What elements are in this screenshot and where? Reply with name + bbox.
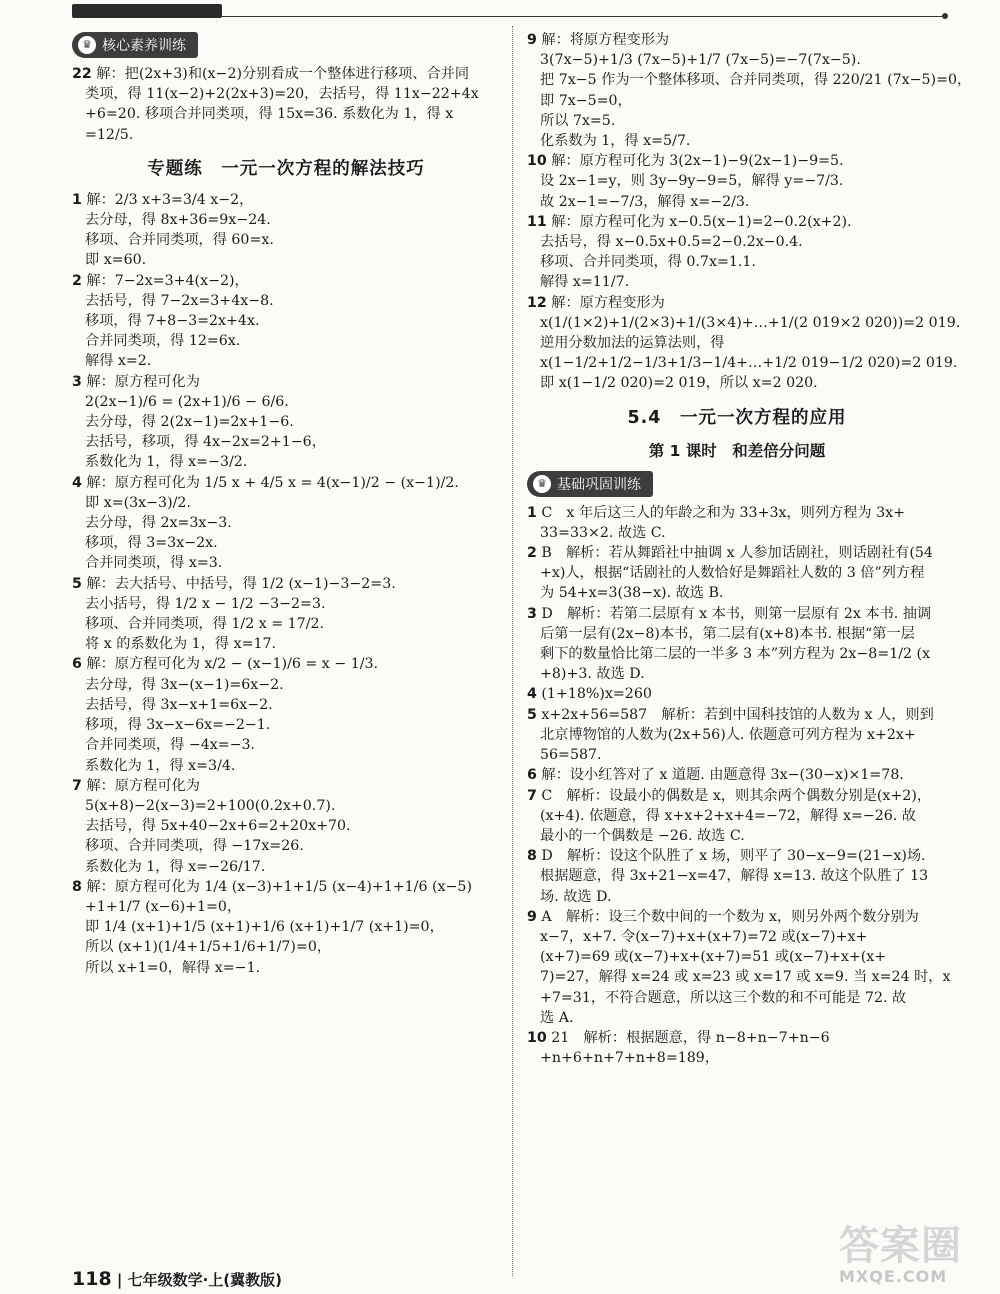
solution-line [72,756,500,776]
problem-number: 4 [72,474,82,491]
solution-text: 系数化为 1，得 x=−26/17. [85,858,266,875]
solution-text: D 解析：设这个队胜了 x 场，则平了 30−x−9=(21−x)场. [536,848,926,865]
solution-text: 逆用分数加法的运算法则，得 [540,335,725,352]
solution-text: 解：原方程可化为 3(2x−1)−9(2x−1)−9=5. [546,153,844,170]
solution-text: 去分母，得 2(2x−1)=2x+1−6. [85,414,294,431]
solution-line [527,353,958,373]
solution-line [527,604,947,624]
solution-line [527,373,947,393]
solution-line [527,664,947,684]
problem-number: 3 [527,605,537,622]
solution-text: 移项、合并同类项，得 −17x=26. [85,838,304,855]
solution-line [527,806,947,826]
watermark [839,1225,962,1286]
crown-icon: ♛ [78,36,96,54]
solution-line [72,351,500,371]
solution-text: 合并同类项，得 x=3. [85,555,223,572]
solution-text: 最小的一个偶数是 −26. 故选 C. [540,827,745,844]
solution-line [72,190,500,210]
solution-text: 解：原方程可化为 [81,373,200,390]
section-badge [527,471,653,497]
solution-line [72,412,500,432]
solution-text: 去小括号，得 1/2 x − 1/2 −3−2=3. [85,595,326,612]
problem-number: 7 [72,777,82,794]
solution-text: 移项、合并同类项，得 0.7x=1.1. [540,254,756,271]
section-badge-label: 核心素养训练 [102,38,186,54]
solution-text: 根据题意，得 3x+21−x=47，解得 x=13. 故这个队胜了 13 [540,868,929,885]
solution-line [72,125,500,145]
solution-line [527,272,947,292]
solution-line [72,675,500,695]
solution-text: 解：原方程可化为 1/5 x + 4/5 x = 4(x−1)/2 − (x−1)/2. [81,474,459,491]
problem-number: 5 [527,706,537,723]
solution-text: (x+7)=69 或(x−7)+x+(x+7)=51 或(x−7)+x+(x+ [540,949,887,966]
solution-line [72,513,500,533]
solution-text: 解：将原方程变形为 [536,32,670,48]
solution-text: 化系数为 1，得 x=5/7. [540,133,691,150]
solution-text: C x 年后这三人的年龄之和为 33+3x，则列方程为 3x+ [536,504,906,521]
solution-line [527,192,947,212]
solution-line [72,937,500,957]
solution-line [527,583,947,603]
solution-text: 移项，得 7+8−3=2x+4x. [85,313,260,330]
solution-text: 故 2x−1=−7/3，解得 x=−2/3. [540,193,750,210]
problem-number: 4 [527,686,537,703]
solution-text: B 解析：若从舞蹈社中抽调 x 人参加话剧社，则话剧社有(54 [536,545,933,562]
solution-line [527,50,947,70]
solution-text: 类项，得 11(x−2)+2(2x+3)=20，去括号，得 11x−22+4x [85,86,479,103]
solution-text: 解得 x=2. [85,353,152,370]
solution-line [72,614,500,634]
problem-number: 10 [527,153,547,170]
solution-line [72,816,500,836]
watermark-logo: 答案圈 [839,1223,962,1269]
problem-number: 2 [527,545,537,562]
solution-text: 即 7x−5=0， [540,92,632,109]
section-heading: 5.4 一元一次方程的应用 [627,407,847,428]
solution-text: 即 x=(3x−3)/2. [85,494,191,511]
solution-text: 56=587. [540,747,602,764]
page-number: 118 [72,1268,112,1290]
solution-text: 解：把(2x+3)和(x−2)分别看成一个整体进行移项、合并同 [91,66,470,82]
section-badge [72,32,198,58]
solution-line [72,796,500,816]
solution-line [72,776,500,796]
solution-line [72,553,500,573]
solution-text: 解：7−2x=3+4(x−2)， [81,272,249,289]
solution-line [72,250,500,270]
problem-number: 10 [527,1029,547,1046]
solution-line [527,503,947,523]
book-title: 七年级数学·上(冀教版) [127,1271,283,1289]
problem-number: 11 [527,213,547,230]
solution-text: 北京博物馆的人数为(2x+56)人. 依题意可列方程为 x+2x+ [540,726,916,743]
solution-line [527,967,951,987]
solution-text: x(1−1/2+1/2−1/3+1/3−1/4+…+1/2 019−1/2 020)=2 019. [540,355,958,372]
solution-line [527,927,947,947]
solution-text: 去分母，得 3x−(x−1)=6x−2. [85,676,284,693]
solution-text: 移项、合并同类项，得 60=x. [85,232,274,249]
solution-line [72,735,500,755]
solution-text: 解：原方程可化为 x−0.5(x−1)=2−0.2(x+2). [546,213,852,230]
page-footer [72,1268,282,1290]
solution-text: C 解析：设最小的偶数是 x，则其余两个偶数分别是(x+2)， [536,787,932,804]
solution-text: +8)+3. 故选 D. [540,666,645,683]
solution-text: 剩下的数量恰比第二层的一半多 3 本”列方程为 2x−8=1/2 (x [540,646,931,663]
solution-line [527,333,947,353]
problem-number: 12 [527,294,547,311]
solution-line [72,836,500,856]
header-bar [72,4,944,24]
solution-line [527,887,947,907]
solution-line [72,857,500,877]
lesson-heading: 第 1 课时 和差倍分问题 [648,441,826,460]
section-badge-label: 基础巩固训练 [557,476,641,493]
solution-line [527,705,947,725]
solution-line [527,786,947,806]
solution-line [527,826,947,846]
solution-line [527,111,947,131]
solution-text: A 解析：设三个数中间的一个数为 x，则另外两个数分别为 [536,908,919,925]
solution-line [527,91,947,111]
solution-text: 即 x=60. [85,252,147,269]
solution-line [72,594,500,614]
solution-text: 选 A. [540,1009,574,1026]
solution-text: 2(2x−1)/6 = (2x+1)/6 − 6/6. [85,393,289,410]
solution-text: 后第一层有(2x−8)本书，第二层有(x+8)本书. 根据“第一层 [540,625,915,642]
solution-text: 去括号，得 x−0.5x+0.5=2−0.2x−0.4. [540,234,803,251]
solution-line [72,311,500,331]
section-heading: 专题练 一元一次方程的解法技巧 [147,158,425,179]
solution-line [527,947,947,967]
solution-line [72,715,500,735]
solution-line [72,634,500,654]
solution-line [527,70,972,90]
solution-text: (1+18%)x=260 [536,686,652,703]
solution-line [72,392,500,412]
solution-text: 将 x 的系数化为 1，得 x=17. [85,636,277,653]
solution-text: 场. 故选 D. [540,888,612,905]
solution-text: 即 1/4 (x+1)+1/5 (x+1)+1/6 (x+1)+1/7 (x+1)=0， [85,919,444,936]
solution-line [527,745,947,765]
left-column [72,30,500,978]
solution-text: 解：原方程可化为 1/4 (x−3)+1+1/5 (x−4)+1+1/6 (x−5) [81,878,472,895]
solution-line [527,1048,947,1068]
solution-line [72,271,500,291]
solution-line [72,695,500,715]
solution-text: 把 7x−5 作为一个整体移项、合并同类项，得 220/21 (7x−5)=0， [540,72,972,89]
problem-number: 6 [72,656,82,673]
solution-text: 去分母，得 2x=3x−3. [85,515,232,532]
problem-number: 9 [527,32,537,48]
problem-number: 22 [72,66,92,82]
solution-line [72,372,500,392]
solution-text: x+2x+56=587 解析：若到中国科技馆的人数为 x 人，则到 [536,706,934,723]
solution-text: 移项、合并同类项，得 1/2 x = 17/2. [85,616,325,633]
solution-line [72,331,500,351]
solution-text: 21 解析：根据题意，得 n−8+n−7+n−6 [546,1029,830,1046]
solution-line [72,877,500,897]
solution-line [527,1028,947,1048]
solution-line [527,151,947,171]
solution-line [527,232,947,252]
solution-text: 所以 (x+1)(1/4+1/5+1/6+1/7)=0， [85,939,332,956]
problem-number: 1 [527,504,537,521]
solution-text: 移项，得 3x−x−6x=−2−1. [85,717,271,734]
solution-line [527,846,947,866]
footer-separator: | [116,1271,128,1289]
solution-line [72,230,500,250]
solution-line [72,654,500,674]
problem-number: 3 [72,373,82,390]
solution-line [527,171,947,191]
problem-number: 9 [527,908,537,925]
solution-line [527,293,947,313]
problem-number: 8 [72,878,82,895]
solution-line [527,644,947,664]
solution-text: =12/5. [85,126,134,143]
solution-text: 解：原方程变形为 [546,294,665,311]
solution-line [72,958,500,978]
solution-text: +x)人，根据“话剧社的人数恰好是舞蹈社人数的 3 倍”列方程 [540,565,925,582]
solution-text: +n+6+n+7+n+8=189， [540,1050,719,1067]
series-logo [72,4,222,18]
solution-line [72,210,500,230]
solution-line [72,64,500,84]
solution-line [72,473,500,493]
solution-line [527,765,947,785]
solution-line [527,907,947,927]
solution-text: 解：2/3 x+3=3/4 x−2， [81,191,254,208]
solution-line [72,84,500,104]
solution-text: 为 54+x=3(38−x). 故选 B. [540,585,724,602]
solution-line [527,30,947,50]
solution-line [527,624,947,644]
solution-text: +7=31，不符合题意，所以这三个数的和不可能是 72. 故 [540,989,907,1006]
solution-text: 去括号，得 7−2x=3+4x−8. [85,292,274,309]
solution-text: +1+1/7 (x−6)+1=0， [85,898,242,915]
solution-text: 系数化为 1，得 x=−3/2. [85,454,248,471]
solution-line [527,543,947,563]
solution-text: x(1/(1×2)+1/(2×3)+1/(3×4)+…+1/(2 019×2 020))=2 019. [540,314,961,331]
solution-line [527,313,961,333]
column-divider [512,26,513,1276]
solution-line [72,493,500,513]
header-rule [222,16,944,17]
solution-line [527,1008,947,1028]
solution-line [72,533,500,553]
solution-line [527,988,947,1008]
solution-text: 所以 x+1=0，解得 x=−1. [85,959,261,976]
solution-line [72,291,500,311]
solution-text: 移项，得 3=3x−2x. [85,535,218,552]
solution-text: 7)=27，解得 x=24 或 x=23 或 x=17 或 x=9. 当 x=24 时，x [540,969,951,986]
solution-line [527,252,947,272]
solution-line [527,212,947,232]
solution-line [72,897,500,917]
solution-text: 设 2x−1=y，则 3y−9y−9=5，解得 y=−7/3. [540,173,844,190]
solution-text: 5(x+8)−2(x−3)=2+100(0.2x+0.7). [85,797,336,814]
solution-line [527,684,947,704]
solution-text: D 解析：若第二层原有 x 本书，则第一层原有 2x 本书. 抽调 [536,605,932,622]
header-dot [942,13,948,19]
solution-line [72,574,500,594]
problem-number: 5 [72,575,82,592]
solution-text: 解：设小红答对了 x 道题. 由题意得 3x−(30−x)×1=78. [536,767,904,784]
solution-text: 解：去大括号、中括号，得 1/2 (x−1)−3−2=3. [81,575,396,592]
solution-line [527,563,947,583]
solution-text: 系数化为 1，得 x=3/4. [85,757,236,774]
crown-icon: ♛ [533,475,551,493]
solution-text: (x+4). 依题意，得 x+x+2+x+4=−72，解得 x=−26. 故 [540,807,916,824]
solution-text: 去括号，移项，得 4x−2x=2+1−6， [85,434,326,451]
solution-text: 3(7x−5)+1/3 (7x−5)+1/7 (7x−5)=−7(7x−5). [540,52,861,69]
problem-number: 8 [527,848,537,865]
solution-text: +6=20. 移项合并同类项，得 15x=36. 系数化为 1，得 x [85,106,454,123]
solution-line [72,104,500,124]
problem-number: 6 [527,767,537,784]
solution-text: 合并同类项，得 −4x=−3. [85,737,256,754]
solution-text: 去括号，得 3x−x+1=6x−2. [85,696,273,713]
problem-number: 7 [527,787,537,804]
solution-line [527,131,947,151]
problem-number: 2 [72,272,82,289]
solution-text: 解：原方程可化为 [81,777,200,794]
watermark-url: MXQE.COM [839,1267,948,1286]
solution-text: 去分母，得 8x+36=9x−24. [85,212,271,229]
solution-text: 33=33×2. 故选 C. [540,524,666,541]
solution-line [527,725,947,745]
solution-text: 去括号，得 5x+40−2x+6=2+20x+70. [85,818,351,835]
problem-number: 1 [72,191,82,208]
solution-line [527,523,947,543]
solution-text: 解得 x=11/7. [540,274,630,291]
solution-line [72,432,500,452]
solution-line [72,452,500,472]
solution-text: 即 x(1−1/2 020)=2 019，所以 x=2 020. [540,375,818,392]
solution-text: 所以 7x=5. [540,112,616,129]
solution-line [527,866,947,886]
right-column [527,30,972,1068]
solution-text: x−7，x+7. 令(x−7)+x+(x+7)=72 或(x−7)+x+ [540,928,868,945]
solution-text: 合并同类项，得 12=6x. [85,333,241,350]
solution-text: 解：原方程可化为 x/2 − (x−1)/6 = x − 1/3. [81,656,379,673]
solution-line [72,917,500,937]
